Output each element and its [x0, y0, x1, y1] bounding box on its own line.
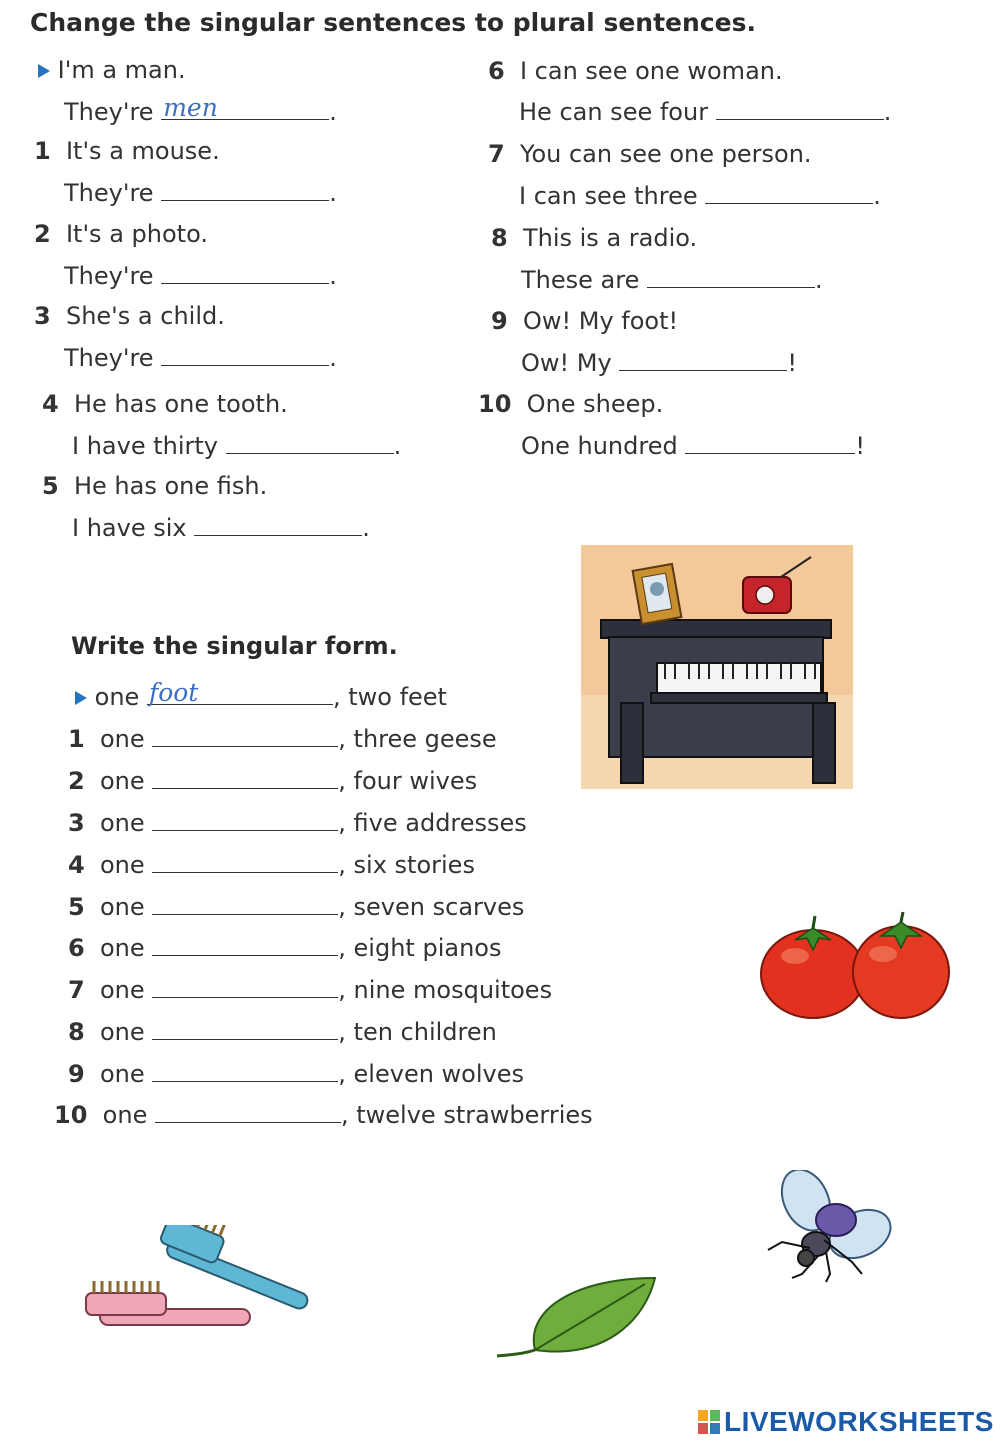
- ex2-item-4: 4 one , six stories: [68, 851, 475, 879]
- ex2-answer-4[interactable]: [152, 850, 338, 873]
- ex1-item-3: 3 She's a child.: [34, 302, 225, 330]
- ex1-item-8: 8 This is a radio.: [491, 224, 698, 252]
- example-arrow-icon: [38, 64, 50, 78]
- ex2-answer-9[interactable]: [152, 1059, 338, 1082]
- leaf-picture: [495, 1270, 665, 1365]
- ex1-item-5: 5 He has one fish.: [42, 472, 268, 500]
- ex1-answer-8[interactable]: [647, 265, 815, 288]
- ex1-item-4-plural: I have thirty .: [72, 432, 402, 460]
- exercise-1-title: Change the singular sentences to plural sentences.: [30, 8, 756, 37]
- ex1-item-4: 4 He has one tooth.: [42, 390, 288, 418]
- footer-brand: LIVEWORKSHEETS: [724, 1406, 994, 1437]
- example-sentence: [38, 56, 186, 84]
- ex2-item-5: 5 one , seven scarves: [68, 893, 525, 921]
- example-singular: I'm a man.: [57, 56, 186, 84]
- ex1-answer-6[interactable]: [716, 97, 884, 120]
- ex2-answer-7[interactable]: [152, 975, 338, 998]
- ex1-item-10: 10 One sheep.: [478, 390, 664, 418]
- ex2-answer-5[interactable]: [152, 892, 338, 915]
- liveworksheets-logo: [698, 1406, 994, 1438]
- ex2-answer-2[interactable]: [152, 766, 338, 789]
- ex1-answer-3[interactable]: [161, 343, 329, 366]
- ex1-item-9-plural: Ow! My !: [521, 349, 797, 377]
- ex1-item-3-plural: They're .: [64, 344, 337, 372]
- ex2-example-answer: foot: [148, 678, 199, 707]
- exercise-2-title: Write the singular form.: [71, 632, 398, 660]
- ex1-answer-5[interactable]: [194, 513, 362, 536]
- ex1-item-6-plural: He can see four .: [519, 98, 892, 126]
- ex1-answer-2[interactable]: [161, 261, 329, 284]
- ex2-answer-6[interactable]: [152, 933, 338, 956]
- ex2-answer-10[interactable]: [155, 1100, 341, 1123]
- ex2-answer-1[interactable]: [152, 724, 338, 747]
- tomatoes-picture: [755, 910, 955, 1025]
- ex1-item-1-plural: They're .: [64, 179, 337, 207]
- ex2-example-answer-blank: [147, 678, 333, 707]
- ex2-item-6: 6 one , eight pianos: [68, 934, 502, 962]
- ex1-answer-9[interactable]: [619, 348, 787, 371]
- ex1-item-5-plural: I have six .: [72, 514, 370, 542]
- ex2-item-10: 10 one , twelve strawberries: [54, 1101, 593, 1129]
- piano-picture: [581, 545, 853, 789]
- ex1-answer-7[interactable]: [705, 181, 873, 204]
- ex2-item-3: 3 one , five addresses: [68, 809, 527, 837]
- ex2-example: one foot , two feet: [75, 682, 447, 711]
- ex1-item-7: 7 You can see one person.: [488, 140, 812, 168]
- ex2-answer-3[interactable]: [152, 808, 338, 831]
- ex1-item-6: 6 I can see one woman.: [488, 57, 783, 85]
- ex1-answer-10[interactable]: [685, 431, 855, 454]
- example-plural: They're men .: [64, 93, 337, 126]
- ex2-item-2: 2 one , four wives: [68, 767, 478, 795]
- ex2-item-9: 9 one , eleven wolves: [68, 1060, 524, 1088]
- ex2-answer-8[interactable]: [152, 1017, 338, 1040]
- ex2-item-8: 8 one , ten children: [68, 1018, 497, 1046]
- brushes-picture: [80, 1225, 315, 1345]
- ex1-item-2-plural: They're .: [64, 262, 337, 290]
- ex1-item-10-plural: One hundred !: [521, 432, 865, 460]
- ex1-answer-4[interactable]: [226, 431, 394, 454]
- fly-picture: [762, 1170, 892, 1285]
- ex2-item-7: 7 one , nine mosquitoes: [68, 976, 553, 1004]
- ex1-answer-1[interactable]: [161, 178, 329, 201]
- ex1-item-8-plural: These are .: [521, 266, 823, 294]
- example-answer: men: [163, 93, 218, 122]
- ex2-example-arrow-icon: [75, 691, 87, 705]
- liveworksheets-icon: [698, 1410, 720, 1434]
- ex1-item-2: 2 It's a photo.: [34, 220, 208, 248]
- ex2-item-1: 1 one , three geese: [68, 725, 497, 753]
- ex1-item-7-plural: I can see three .: [519, 182, 881, 210]
- ex1-item-9: 9 Ow! My foot!: [491, 307, 679, 335]
- ex1-item-1: 1 It's a mouse.: [34, 137, 220, 165]
